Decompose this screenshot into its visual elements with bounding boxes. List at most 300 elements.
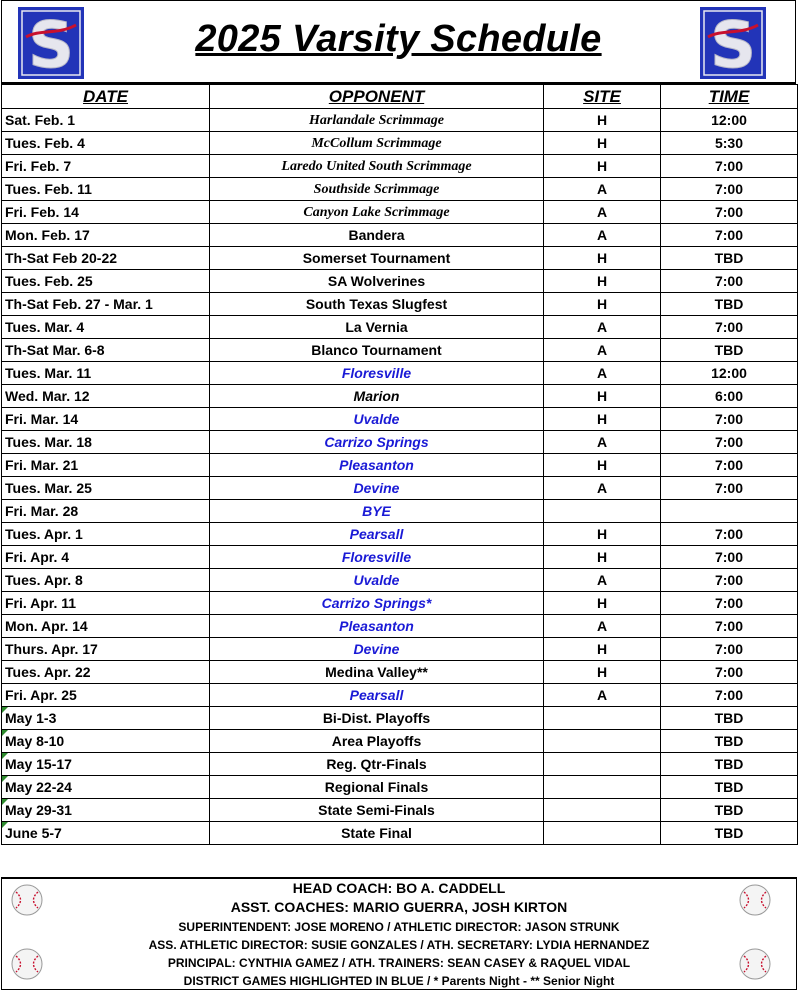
date-cell-text: Wed. Mar. 12 — [5, 388, 90, 404]
site-cell-text: H — [596, 273, 608, 289]
site-cell — [544, 224, 661, 247]
opponent-cell-text: Area Playoffs — [331, 733, 422, 749]
time-cell — [661, 270, 798, 293]
svg-text:S: S — [27, 9, 75, 79]
site-cell — [544, 661, 661, 684]
date-cell-text: Fri. Feb. 7 — [5, 158, 72, 174]
table-row — [2, 132, 798, 155]
opponent-cell — [210, 224, 544, 247]
opponent-cell-text: SA Wolverines — [327, 273, 426, 289]
opponent-cell-text: Floresville — [341, 549, 412, 565]
opponent-cell-text: Regional Finals — [324, 779, 429, 795]
time-cell-text: 7:00 — [714, 664, 744, 680]
time-cell — [661, 293, 798, 316]
opponent-cell — [210, 454, 544, 477]
table-row — [2, 109, 798, 132]
date-cell-text: Tues. Apr. 8 — [5, 572, 83, 588]
opponent-cell — [210, 822, 544, 845]
time-cell — [661, 684, 798, 707]
site-cell — [544, 431, 661, 454]
table-row — [2, 316, 798, 339]
time-cell — [661, 822, 798, 845]
time-cell-text: 7:00 — [714, 204, 744, 220]
date-cell — [2, 270, 210, 293]
site-cell — [544, 592, 661, 615]
table-row — [2, 569, 798, 592]
time-cell-text: TBD — [714, 825, 744, 841]
date-cell — [2, 385, 210, 408]
date-cell — [2, 155, 210, 178]
opponent-cell — [210, 247, 544, 270]
time-cell — [661, 339, 798, 362]
time-cell — [661, 132, 798, 155]
opponent-cell-text: Carrizo Springs — [324, 434, 429, 450]
opponent-cell — [210, 684, 544, 707]
date-cell-text: Th-Sat Mar. 6-8 — [5, 342, 105, 358]
site-cell-text: H — [596, 664, 608, 680]
opponent-cell-text: Devine — [353, 641, 400, 657]
time-cell — [661, 431, 798, 454]
time-cell-text: 7:00 — [714, 181, 744, 197]
site-cell-text: H — [596, 296, 608, 312]
principal-line: PRINCIPAL: CYNTHIA GAMEZ / ATH. TRAINERS: SEAN CASEY & RAQUEL VIDAL — [167, 956, 631, 970]
opponent-cell-text: BYE — [362, 503, 391, 519]
site-cell — [544, 362, 661, 385]
site-cell — [544, 684, 661, 707]
opponent-cell — [210, 201, 544, 224]
opponent-cell-text: State Final — [341, 825, 412, 841]
column-header-time: TIME — [661, 85, 798, 109]
opponent-cell-text: Medina Valley** — [325, 664, 428, 680]
site-cell-text: H — [596, 135, 608, 151]
time-cell — [661, 477, 798, 500]
time-cell — [661, 707, 798, 730]
time-cell-text: 7:00 — [714, 480, 744, 496]
time-cell — [661, 523, 798, 546]
time-cell — [661, 799, 798, 822]
site-cell — [544, 247, 661, 270]
date-cell-text: Mon. Feb. 17 — [5, 227, 90, 243]
date-cell — [2, 132, 210, 155]
time-cell-text: 7:00 — [714, 158, 744, 174]
opponent-cell-text: South Texas Slugfest — [305, 296, 448, 312]
date-cell — [2, 339, 210, 362]
date-cell-text: May 29-31 — [5, 802, 72, 818]
table-row — [2, 431, 798, 454]
time-cell-text: 5:30 — [714, 135, 744, 151]
opponent-cell — [210, 178, 544, 201]
date-cell — [2, 730, 210, 753]
site-cell — [544, 638, 661, 661]
opponent-cell — [210, 431, 544, 454]
date-cell-text: Tues. Apr. 1 — [5, 526, 83, 542]
time-cell — [661, 178, 798, 201]
opponent-cell — [210, 776, 544, 799]
time-cell-text: TBD — [714, 710, 744, 726]
date-cell-text: Tues. Apr. 22 — [5, 664, 91, 680]
site-cell-text: H — [596, 388, 608, 404]
time-cell — [661, 592, 798, 615]
time-cell-text: 7:00 — [714, 572, 744, 588]
time-cell-text: 7:00 — [714, 641, 744, 657]
date-cell-text: May 22-24 — [5, 779, 72, 795]
opponent-cell — [210, 661, 544, 684]
opponent-cell-text: McCollum Scrimmage — [311, 136, 442, 151]
opponent-cell — [210, 316, 544, 339]
table-row — [2, 408, 798, 431]
time-cell-text: TBD — [714, 250, 744, 266]
table-row — [2, 293, 798, 316]
site-cell-text: H — [596, 411, 608, 427]
opponent-cell-text: La Vernia — [345, 319, 408, 335]
opponent-cell-text: Reg. Qtr-Finals — [326, 756, 427, 772]
opponent-cell-text: Uvalde — [353, 411, 400, 427]
opponent-cell-text: Pleasanton — [339, 618, 414, 634]
date-cell — [2, 362, 210, 385]
site-cell-text: H — [596, 549, 608, 565]
legend-line: DISTRICT GAMES HIGHLIGHTED IN BLUE / * Parents Night - ** Senior Night — [183, 974, 615, 988]
time-cell-text: 7:00 — [714, 595, 744, 611]
date-cell — [2, 569, 210, 592]
date-cell — [2, 431, 210, 454]
date-cell-text: Fri. Apr. 4 — [5, 549, 70, 565]
date-cell-text: Thurs. Apr. 17 — [5, 641, 98, 657]
opponent-cell — [210, 408, 544, 431]
time-cell-text: 7:00 — [714, 411, 744, 427]
site-cell-text: A — [596, 434, 608, 450]
table-row — [2, 615, 798, 638]
date-cell-text: Fri. Apr. 11 — [5, 595, 77, 611]
site-cell — [544, 454, 661, 477]
time-cell-text: 7:00 — [714, 319, 744, 335]
date-cell — [2, 615, 210, 638]
date-cell-text: May 1-3 — [5, 710, 57, 726]
time-cell — [661, 546, 798, 569]
date-cell — [2, 776, 210, 799]
opponent-cell-text: Marion — [353, 388, 400, 404]
opponent-cell — [210, 799, 544, 822]
time-cell — [661, 638, 798, 661]
date-cell — [2, 247, 210, 270]
comment-marker-icon — [2, 776, 8, 782]
table-row — [2, 339, 798, 362]
table-row — [2, 799, 798, 822]
opponent-cell-text: Bandera — [348, 227, 405, 243]
time-cell-text: 7:00 — [714, 434, 744, 450]
site-cell — [544, 799, 661, 822]
opponent-cell — [210, 385, 544, 408]
comment-marker-icon — [2, 822, 8, 828]
table-row — [2, 500, 798, 523]
time-cell-text: TBD — [714, 342, 744, 358]
date-cell-text: Tues. Mar. 25 — [5, 480, 92, 496]
date-cell-text: May 8-10 — [5, 733, 65, 749]
opponent-cell — [210, 362, 544, 385]
date-cell — [2, 707, 210, 730]
ass-ad-line: ASS. ATHLETIC DIRECTOR: SUSIE GONZALES / ATH. SECRETARY: LYDIA HERNANDEZ — [148, 938, 650, 952]
time-cell-text: TBD — [714, 756, 744, 772]
site-cell-text: A — [596, 365, 608, 381]
site-cell-text: A — [596, 204, 608, 220]
opponent-cell-text: Floresville — [341, 365, 412, 381]
site-cell-text: A — [596, 480, 608, 496]
staff-footer — [1, 877, 797, 990]
site-cell-text: A — [596, 572, 608, 588]
site-cell — [544, 730, 661, 753]
table-header-row — [2, 85, 798, 109]
time-cell-text: 7:00 — [714, 227, 744, 243]
site-cell — [544, 500, 661, 523]
site-cell — [544, 753, 661, 776]
opponent-cell-text: Pearsall — [349, 526, 404, 542]
date-cell-text: Th-Sat Feb. 27 - Mar. 1 — [5, 296, 153, 312]
opponent-cell — [210, 132, 544, 155]
comment-marker-icon — [2, 753, 8, 759]
site-cell — [544, 293, 661, 316]
opponent-cell-text: Pleasanton — [339, 457, 414, 473]
opponent-cell — [210, 339, 544, 362]
site-cell — [544, 707, 661, 730]
date-cell — [2, 592, 210, 615]
opponent-cell — [210, 569, 544, 592]
superintendent-line: SUPERINTENDENT: JOSE MORENO / ATHLETIC DIRECTOR: JASON STRUNK — [178, 920, 620, 934]
table-row — [2, 546, 798, 569]
site-cell-text: A — [596, 342, 608, 358]
site-cell — [544, 270, 661, 293]
site-cell — [544, 109, 661, 132]
date-cell — [2, 500, 210, 523]
site-cell — [544, 569, 661, 592]
date-cell-text: May 15-17 — [5, 756, 72, 772]
opponent-cell — [210, 270, 544, 293]
time-cell — [661, 201, 798, 224]
date-cell-text: Tues. Mar. 4 — [5, 319, 85, 335]
opponent-cell — [210, 707, 544, 730]
date-cell-text: Tues. Feb. 11 — [5, 181, 92, 197]
table-row — [2, 247, 798, 270]
site-cell-text: H — [596, 526, 608, 542]
date-cell-text: Tues. Feb. 4 — [5, 135, 85, 151]
opponent-cell — [210, 293, 544, 316]
site-cell — [544, 408, 661, 431]
site-cell-text: H — [596, 250, 608, 266]
site-cell — [544, 776, 661, 799]
opponent-cell — [210, 477, 544, 500]
table-row — [2, 477, 798, 500]
date-cell — [2, 316, 210, 339]
head-coach-line: HEAD COACH: BO A. CADDELL — [292, 880, 506, 896]
table-row — [2, 454, 798, 477]
date-cell — [2, 753, 210, 776]
site-cell-text: H — [596, 158, 608, 174]
time-cell — [661, 615, 798, 638]
time-cell-text: TBD — [714, 296, 744, 312]
site-cell-text: A — [596, 227, 608, 243]
date-cell-text: Fri. Feb. 14 — [5, 204, 79, 220]
date-cell — [2, 109, 210, 132]
opponent-cell — [210, 615, 544, 638]
time-cell — [661, 224, 798, 247]
date-cell-text: Tues. Feb. 25 — [5, 273, 93, 289]
time-cell — [661, 776, 798, 799]
opponent-cell — [210, 546, 544, 569]
time-cell-text: 7:00 — [714, 687, 744, 703]
date-cell-text: Mon. Apr. 14 — [5, 618, 88, 634]
date-cell-text: Sat. Feb. 1 — [5, 112, 76, 128]
date-cell — [2, 523, 210, 546]
table-row — [2, 224, 798, 247]
date-cell-text: Fri. Mar. 28 — [5, 503, 79, 519]
time-cell — [661, 500, 798, 523]
site-cell-text: H — [596, 641, 608, 657]
opponent-cell-text: Bi-Dist. Playoffs — [322, 710, 431, 726]
time-cell — [661, 753, 798, 776]
time-cell-text: 7:00 — [714, 273, 744, 289]
comment-marker-icon — [2, 730, 8, 736]
table-row — [2, 707, 798, 730]
schedule-table — [1, 84, 798, 845]
time-cell-text: TBD — [714, 802, 744, 818]
date-cell — [2, 178, 210, 201]
date-cell — [2, 638, 210, 661]
table-row — [2, 776, 798, 799]
opponent-cell-text: Harlandale Scrimmage — [309, 113, 444, 128]
site-cell — [544, 155, 661, 178]
time-cell — [661, 109, 798, 132]
site-cell — [544, 523, 661, 546]
opponent-cell — [210, 109, 544, 132]
site-cell — [544, 385, 661, 408]
time-cell — [661, 730, 798, 753]
time-cell-text: 6:00 — [714, 388, 744, 404]
time-cell — [661, 155, 798, 178]
date-cell-text: Th-Sat Feb 20-22 — [5, 250, 118, 266]
opponent-cell — [210, 592, 544, 615]
opponent-cell-text: Laredo United South Scrimmage — [281, 159, 472, 174]
opponent-cell-text: Blanco Tournament — [311, 342, 442, 358]
opponent-cell — [210, 753, 544, 776]
table-row — [2, 822, 798, 845]
schedule-header — [1, 0, 796, 84]
date-cell-text: Fri. Mar. 21 — [5, 457, 79, 473]
time-cell-text: TBD — [714, 779, 744, 795]
site-cell — [544, 822, 661, 845]
site-cell-text: A — [596, 618, 608, 634]
comment-marker-icon — [2, 707, 8, 713]
site-cell-text: A — [596, 319, 608, 335]
table-row — [2, 523, 798, 546]
table-row — [2, 201, 798, 224]
opponent-cell-text: Southside Scrimmage — [313, 182, 440, 197]
site-cell — [544, 132, 661, 155]
svg-text:S: S — [709, 9, 757, 79]
opponent-cell — [210, 638, 544, 661]
time-cell — [661, 316, 798, 339]
opponent-cell — [210, 730, 544, 753]
column-header-date: DATE — [2, 85, 210, 109]
site-cell — [544, 615, 661, 638]
opponent-cell — [210, 500, 544, 523]
table-row — [2, 592, 798, 615]
opponent-cell-text: State Semi-Finals — [318, 802, 435, 818]
time-cell — [661, 247, 798, 270]
opponent-cell — [210, 523, 544, 546]
date-cell-text: Fri. Apr. 25 — [5, 687, 77, 703]
date-cell — [2, 477, 210, 500]
site-cell — [544, 477, 661, 500]
opponent-cell-text: Uvalde — [353, 572, 400, 588]
table-row — [2, 753, 798, 776]
table-row — [2, 684, 798, 707]
time-cell — [661, 408, 798, 431]
site-cell — [544, 178, 661, 201]
time-cell-text: 7:00 — [714, 457, 744, 473]
date-cell — [2, 822, 210, 845]
column-header-opponent: OPPONENT — [210, 85, 544, 109]
time-cell-text: TBD — [714, 733, 744, 749]
table-row — [2, 661, 798, 684]
opponent-cell-text: Somerset Tournament — [302, 250, 451, 266]
asst-coaches-line: ASST. COACHES: MARIO GUERRA, JOSH KIRTON — [230, 899, 568, 915]
site-cell-text: H — [596, 457, 608, 473]
time-cell-text: 12:00 — [711, 112, 747, 128]
site-cell — [544, 316, 661, 339]
time-cell — [661, 454, 798, 477]
date-cell — [2, 454, 210, 477]
table-row — [2, 155, 798, 178]
date-cell-text: Fri. Mar. 14 — [5, 411, 79, 427]
site-cell-text: A — [596, 181, 608, 197]
site-cell — [544, 201, 661, 224]
date-cell — [2, 661, 210, 684]
school-logo-icon — [700, 7, 766, 79]
date-cell-text: Tues. Mar. 11 — [5, 365, 92, 381]
page-title: 2025 Varsity Schedule — [195, 18, 602, 60]
time-cell-text: 12:00 — [711, 365, 747, 381]
site-cell — [544, 339, 661, 362]
table-row — [2, 385, 798, 408]
opponent-cell-text: Carrizo Springs* — [321, 595, 432, 611]
opponent-cell-text: Devine — [353, 480, 400, 496]
time-cell — [661, 569, 798, 592]
table-row — [2, 178, 798, 201]
date-cell — [2, 293, 210, 316]
time-cell-text: 7:00 — [714, 549, 744, 565]
time-cell-text: 7:00 — [714, 526, 744, 542]
site-cell — [544, 546, 661, 569]
table-row — [2, 270, 798, 293]
table-row — [2, 638, 798, 661]
site-cell-text: H — [596, 112, 608, 128]
opponent-cell-text: Pearsall — [349, 687, 404, 703]
time-cell — [661, 362, 798, 385]
schedule-rows — [2, 109, 798, 845]
table-row — [2, 362, 798, 385]
comment-marker-icon — [2, 799, 8, 805]
date-cell — [2, 684, 210, 707]
date-cell — [2, 408, 210, 431]
table-row — [2, 730, 798, 753]
date-cell — [2, 201, 210, 224]
opponent-cell — [210, 155, 544, 178]
site-cell-text: H — [596, 595, 608, 611]
date-cell — [2, 224, 210, 247]
time-cell — [661, 661, 798, 684]
time-cell-text: 7:00 — [714, 618, 744, 634]
time-cell — [661, 385, 798, 408]
date-cell-text: June 5-7 — [5, 825, 62, 841]
column-header-site: SITE — [544, 85, 661, 109]
